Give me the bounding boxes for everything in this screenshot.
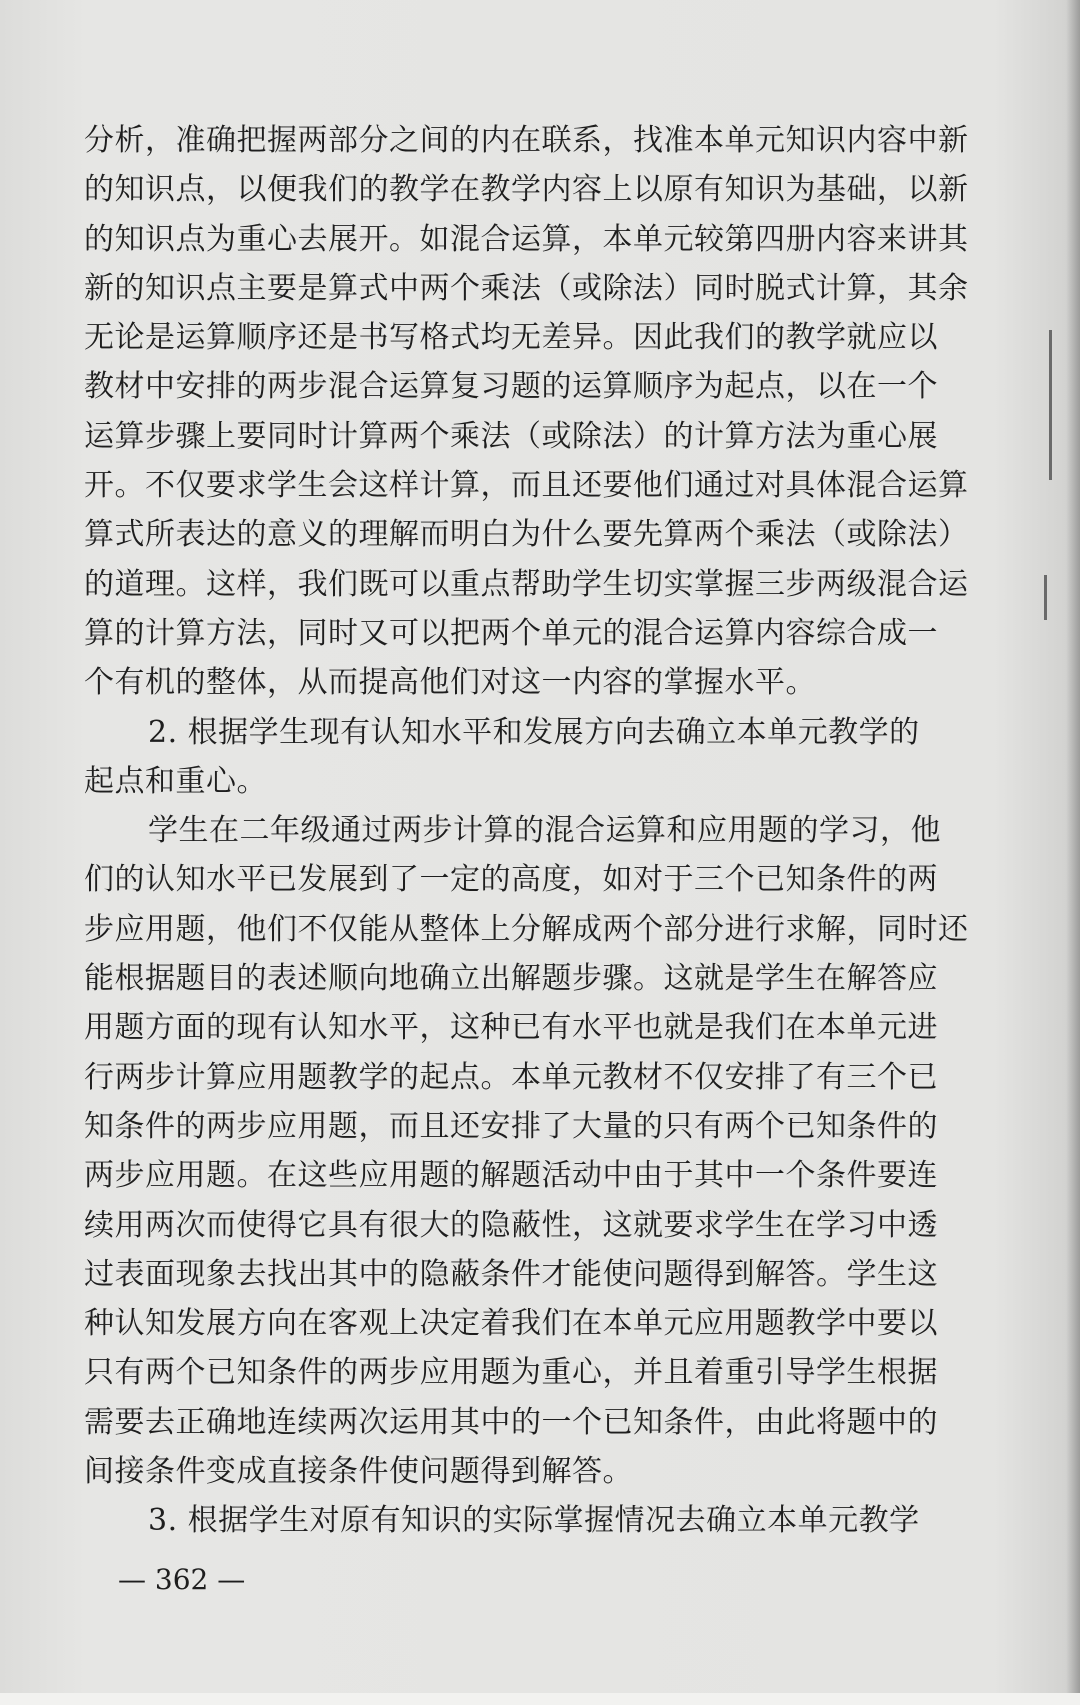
text-line: 知条件的两步应用题，而且还安排了大量的只有两个已知条件的	[84, 1108, 938, 1144]
text-line: 续用两次而使得它具有很大的隐蔽性，这就要求学生在学习中透	[84, 1207, 938, 1243]
text-line: 算的计算方法，同时又可以把两个单元的混合运算内容综合成一	[84, 615, 938, 651]
page-gutter-shadow	[1066, 0, 1080, 1705]
text-line: 用题方面的现有认知水平，这种已有水平也就是我们在本单元进	[84, 1010, 938, 1046]
text-line: 能根据题目的表述顺向地确立出解题步骤。这就是学生在解答应	[84, 961, 938, 997]
text-line: 的知识点，以便我们的教学在教学内容上以原有知识为基础，以新	[84, 172, 969, 208]
margin-mark	[1049, 330, 1052, 480]
text-line: 新的知识点主要是算式中两个乘法（或除法）同时脱式计算，其余	[84, 270, 969, 306]
text-line: 开。不仅要求学生会这样计算，而且还要他们通过对具体混合运算	[84, 468, 969, 504]
section-heading-2: 2. 根据学生现有认知水平和发展方向去确立本单元教学的	[148, 714, 920, 750]
text-line: 行两步计算应用题教学的起点。本单元教材不仅安排了有三个已	[84, 1059, 938, 1095]
text-line: 的道理。这样，我们既可以重点帮助学生切实掌握三步两级混合运	[84, 566, 969, 602]
text-line: 的知识点为重心去展开。如混合运算，本单元较第四册内容来讲其	[84, 221, 969, 257]
text-line: 只有两个已知条件的两步应用题为重心，并且着重引导学生根据	[84, 1355, 938, 1391]
text-line: 种认知发展方向在客观上决定着我们在本单元应用题教学中要以	[84, 1306, 938, 1342]
text-line: 算式所表达的意义的理解而明白为什么要先算两个乘法（或除法）	[84, 517, 969, 553]
text-line: 个有机的整体，从而提高他们对这一内容的掌握水平。	[84, 665, 816, 701]
text-line: 起点和重心。	[84, 763, 267, 799]
text-line: 需要去正确地连续两次运用其中的一个已知条件，由此将题中的	[84, 1404, 938, 1440]
text-line: 教材中安排的两步混合运算复习题的运算顺序为起点，以在一个	[84, 369, 938, 405]
page-bottom-edge	[0, 1693, 1080, 1705]
text-line: 步应用题，他们不仅能从整体上分解成两个部分进行求解，同时还	[84, 911, 969, 947]
page-number: — 362 —	[118, 1563, 246, 1596]
text-line: 运算步骤上要同时计算两个乘法（或除法）的计算方法为重心展	[84, 418, 938, 454]
body-text	[84, 116, 1014, 1546]
margin-mark	[1044, 575, 1047, 620]
text-line: 两步应用题。在这些应用题的解题活动中由于其中一个条件要连	[84, 1158, 938, 1194]
text-line: 过表面现象去找出其中的隐蔽条件才能使问题得到解答。学生这	[84, 1256, 938, 1292]
text-line: 间接条件变成直接条件使问题得到解答。	[84, 1454, 633, 1490]
section-heading-3: 3. 根据学生对原有知识的实际掌握情况去确立本单元教学	[148, 1503, 920, 1539]
text-line: 无论是运算顺序还是书写格式均无差异。因此我们的教学就应以	[84, 320, 938, 356]
paragraph-start: 学生在二年级通过两步计算的混合运算和应用题的学习，他	[148, 813, 941, 849]
text-line: 分析，准确把握两部分之间的内在联系，找准本单元知识内容中新	[84, 123, 969, 158]
text-line: 们的认知水平已发展到了一定的高度，如对于三个已知条件的两	[84, 862, 938, 898]
